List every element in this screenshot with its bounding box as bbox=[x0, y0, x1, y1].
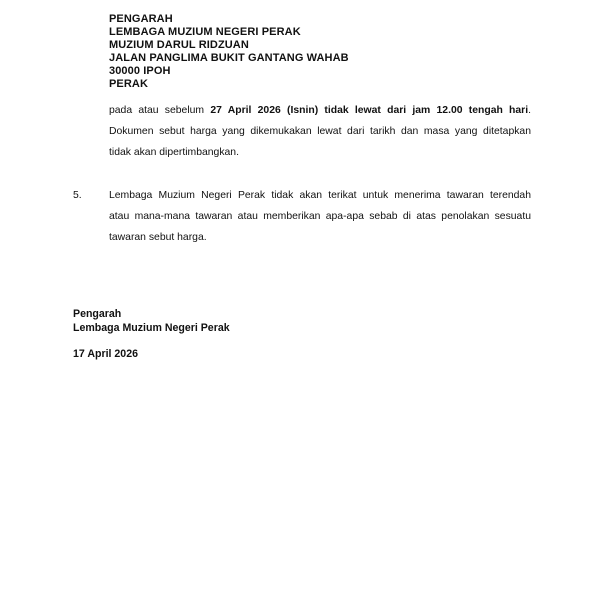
section-number: 5. bbox=[73, 190, 82, 201]
signature-title: Pengarah bbox=[73, 308, 122, 320]
recipient-address bbox=[109, 13, 349, 91]
section-5-line-1: Lembaga Muzium Negeri Perak tidak akan terikat untuk menerima tawaran terendah bbox=[109, 190, 531, 201]
deadline-line-2: Dokumen sebut harga yang dikemukakan lewat dari tarikh dan masa yang ditetapkan bbox=[109, 126, 531, 137]
address-line-2: LEMBAGA MUZIUM NEGERI PERAK bbox=[109, 26, 301, 38]
document-date: 17 April 2026 bbox=[73, 348, 138, 360]
signature-organization: Lembaga Muzium Negeri Perak bbox=[73, 322, 230, 334]
deadline-prefix: pada atau sebelum bbox=[109, 105, 211, 116]
deadline-line-1 bbox=[109, 100, 531, 121]
deadline-bold-text: 27 April 2026 (Isnin) tidak lewat dari jam 12.00 tengah hari bbox=[210, 105, 529, 116]
deadline-line-3: tidak akan dipertimbangkan. bbox=[109, 147, 239, 158]
signature-block bbox=[73, 307, 230, 335]
section-5-line-2: atau mana-mana tawaran atau memberikan apa-apa sebab di atas penolakan sesuatu bbox=[109, 211, 531, 222]
address-line-6: PERAK bbox=[109, 78, 149, 90]
deadline-paragraph bbox=[109, 100, 531, 163]
address-line-4: JALAN PANGLIMA BUKIT GANTANG WAHAB bbox=[109, 52, 349, 64]
section-5-line-3: tawaran sebut harga. bbox=[109, 232, 207, 243]
address-line-5: 30000 IPOH bbox=[109, 65, 171, 77]
section-5-paragraph bbox=[109, 185, 531, 248]
address-line-1: PENGARAH bbox=[109, 13, 173, 25]
deadline-suffix: . bbox=[528, 105, 531, 116]
address-line-3: MUZIUM DARUL RIDZUAN bbox=[109, 39, 249, 51]
